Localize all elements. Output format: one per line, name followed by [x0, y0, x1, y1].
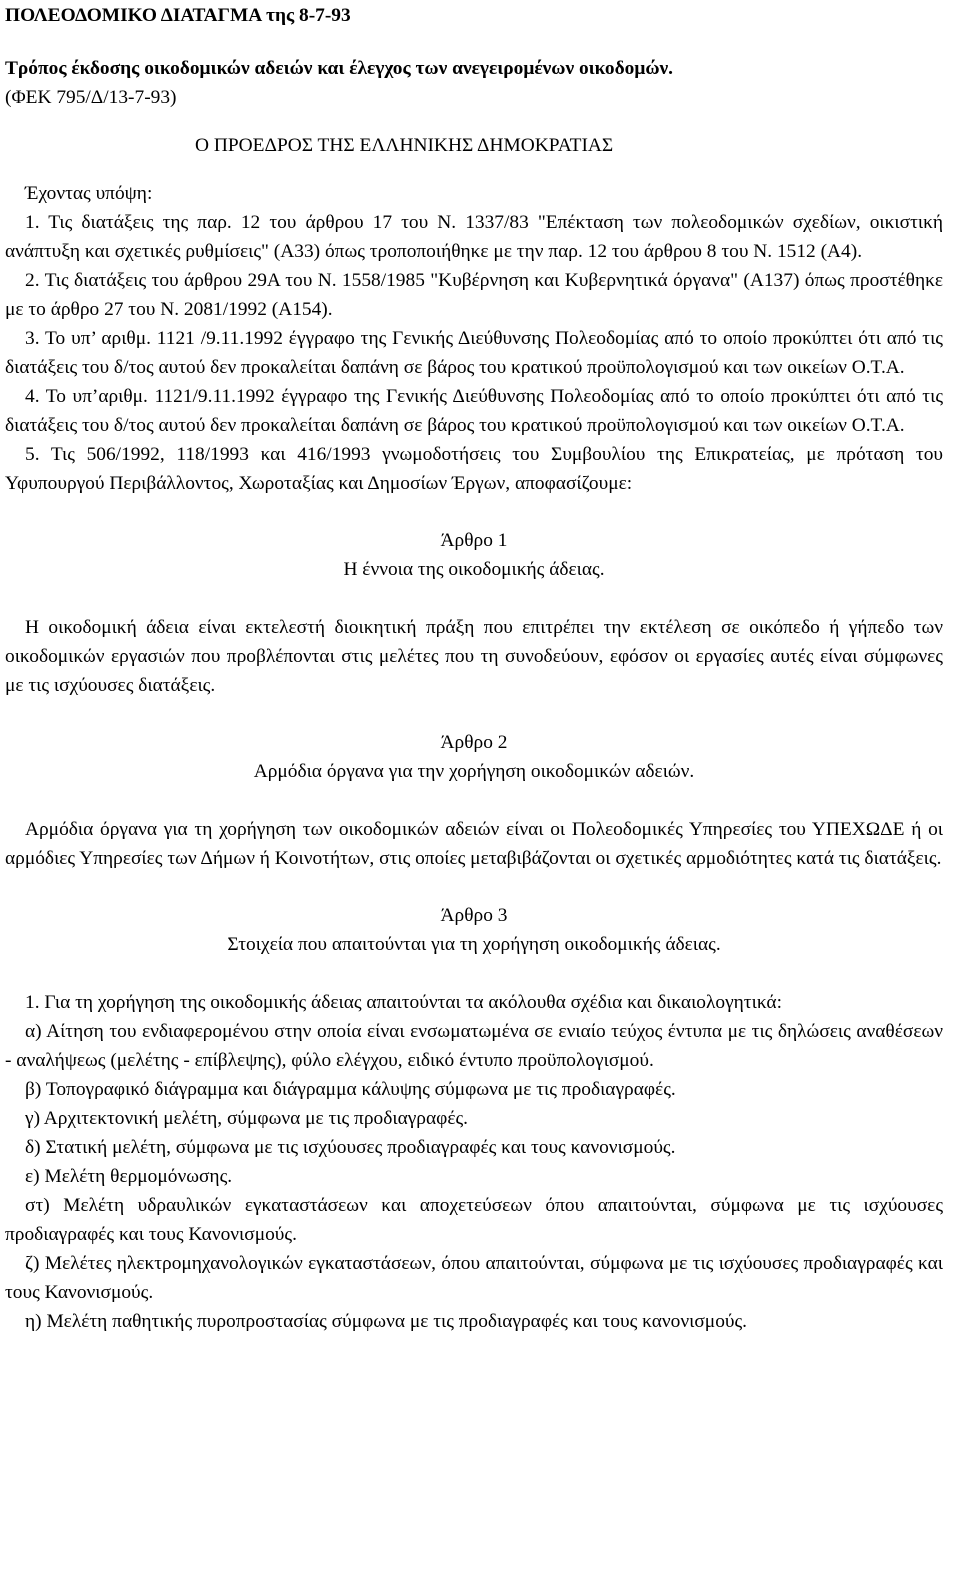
article-1-number: Άρθρο 1: [440, 530, 508, 551]
considering-heading: Έχοντας υπόψη:: [25, 183, 153, 204]
consideration-5: 5. Τις 506/1992, 118/1993 και 416/1993 γνωμοδοτήσεις του Συμβουλίου της Επικρατείας, με πρόταση του Υφυπουργού Περιβάλλοντος, Χωροταξίας και Δημοσίων Έργων, αποφασίζουμε:: [5, 444, 943, 494]
article-3-item-d: δ) Στατική μελέτη, σύμφωνα με τις ισχύουσες προδιαγραφές και τους κανονισμούς.: [25, 1137, 676, 1158]
gazette-reference: (ΦΕΚ 795/Δ/13-7-93): [5, 87, 177, 108]
consideration-2: 2. Τις διατάξεις του άρθρου 29Α του Ν. 1558/1985 "Κυβέρνηση και Κυβερνητικά όργανα" (Α137) όπως προστέθηκε με το άρθρο 27 του Ν. 2081/1992 (Α154).: [5, 270, 943, 320]
consideration-1: 1. Τις διατάξεις της παρ. 12 του άρθρου 17 του Ν. 1337/83 "Επέκταση των πολεοδομικών σχεδίων, οικιστική ανάπτυξη και σχετικές ρυθμίσεις" (Α33) όπως τροποποιήθηκε με την παρ. 12 του άρθρου 8 του Ν. 1512 (Α4).: [5, 212, 943, 262]
issuer-heading: Ο ΠΡΟΕΔΡΟΣ ΤΗΣ ΕΛΛΗΝΙΚΗΣ ΔΗΜΟΚΡΑΤΙΑΣ: [195, 135, 614, 156]
article-3-item-a: α) Αίτηση του ενδιαφερομένου στην οποία είναι ενσωματωμένα σε ενιαίο τεύχος έντυπα με τις δηλώσεις αναθέσεων - αναλήψεως (μελέτης - επίβλεψης), φύλο ελέγχου, ειδικό έντυπο προϋπολογισμού.: [5, 1021, 943, 1071]
consideration-4: 4. Το υπ’αριθμ. 1121/9.11.1992 έγγραφο της Γενικής Διεύθυνσης Πολεοδομίας από το οποίο προκύπτει ότι από τις διατάξεις του δ/τος αυτού δεν προκαλείται δαπάνη σε βάρος του κρατικού προϋπολογισμού και των οικείων Ο.Τ.Α.: [5, 386, 943, 436]
article-3-item-b: β) Τοπογραφικό διάγραμμα και διάγραμμα κάλυψης σύμφωνα με τις προδιαγραφές.: [25, 1079, 676, 1100]
article-1-paragraph: Η οικοδομική άδεια είναι εκτελεστή διοικητική πράξη που επιτρέπει την εκτέλεση σε οικόπεδο ή γήπεδο των οικοδομικών εργασιών που προβλέπονται στις μελέτες που τη συνοδεύουν, εφόσον οι εργασίες αυτές είναι σύμφωνες με τις ισχύουσες διατάξεις.: [5, 617, 943, 696]
article-3-number: Άρθρο 3: [440, 905, 508, 926]
document-title: ΠΟΛΕΟΔΟΜΙΚΟ ΔΙΑΤΑΓΜΑ της 8-7-93: [5, 5, 351, 26]
article-3-item-e: ε) Μελέτη θερμομόνωσης.: [25, 1166, 233, 1187]
article-3-item-c: γ) Αρχιτεκτονική μελέτη, σύμφωνα με τις προδιαγραφές.: [25, 1108, 468, 1129]
article-3-item-st: στ) Μελέτη υδραυλικών εγκαταστάσεων και αποχετεύσεων όπου απαιτούνται, σύμφωνα με τις ισχύουσες προδιαγραφές και τους Κανονισμούς.: [5, 1195, 943, 1245]
article-3-title: Στοιχεία που απαιτούνται για τη χορήγηση οικοδομικής άδειας.: [227, 934, 721, 955]
article-2-number: Άρθρο 2: [440, 732, 508, 753]
article-3-item-z: ζ) Μελέτες ηλεκτρομηχανολογικών εγκαταστάσεων, όπου απαιτούνται, σύμφωνα με τις ισχύουσες προδιαγραφές και τους Κανονισμούς.: [5, 1253, 943, 1303]
article-2-title: Αρμόδια όργανα για την χορήγηση οικοδομικών αδειών.: [253, 761, 695, 782]
article-3-item-i: η) Μελέτη παθητικής πυροπροστασίας σύμφωνα με τις προδιαγραφές και τους κανονισμούς.: [25, 1311, 748, 1332]
document-subtitle: Τρόπος έκδοσης οικοδομικών αδειών και έλεγχος των ανεγειρομένων οικοδομών.: [5, 58, 674, 79]
article-2-paragraph: Αρμόδια όργανα για τη χορήγηση των οικοδομικών αδειών είναι οι Πολεοδομικές Υπηρεσίες του ΥΠΕΧΩΔΕ ή οι αρμόδιες Υπηρεσίες των Δήμων ή Κοινοτήτων, στις οποίες μεταβιβάζονται οι σχετικές αρμοδιότητες κατά τις διατάξεις.: [5, 819, 943, 869]
consideration-3: 3. Το υπ’ αριθμ. 1121 /9.11.1992 έγγραφο της Γενικής Διεύθυνσης Πολεοδομίας από το οποίο προκύπτει ότι από τις διατάξεις του δ/τος αυτού δεν προκαλείται δαπάνη σε βάρος του κρατικού προϋπολογισμού και των οικείων Ο.Τ.Α.: [5, 328, 943, 378]
article-1-title: Η έννοια της οικοδομικής άδειας.: [343, 559, 605, 580]
article-3-paragraph-1: 1. Για τη χορήγηση της οικοδομικής άδειας απαιτούνται τα ακόλουθα σχέδια και δικαιολογητικά:: [25, 992, 782, 1013]
